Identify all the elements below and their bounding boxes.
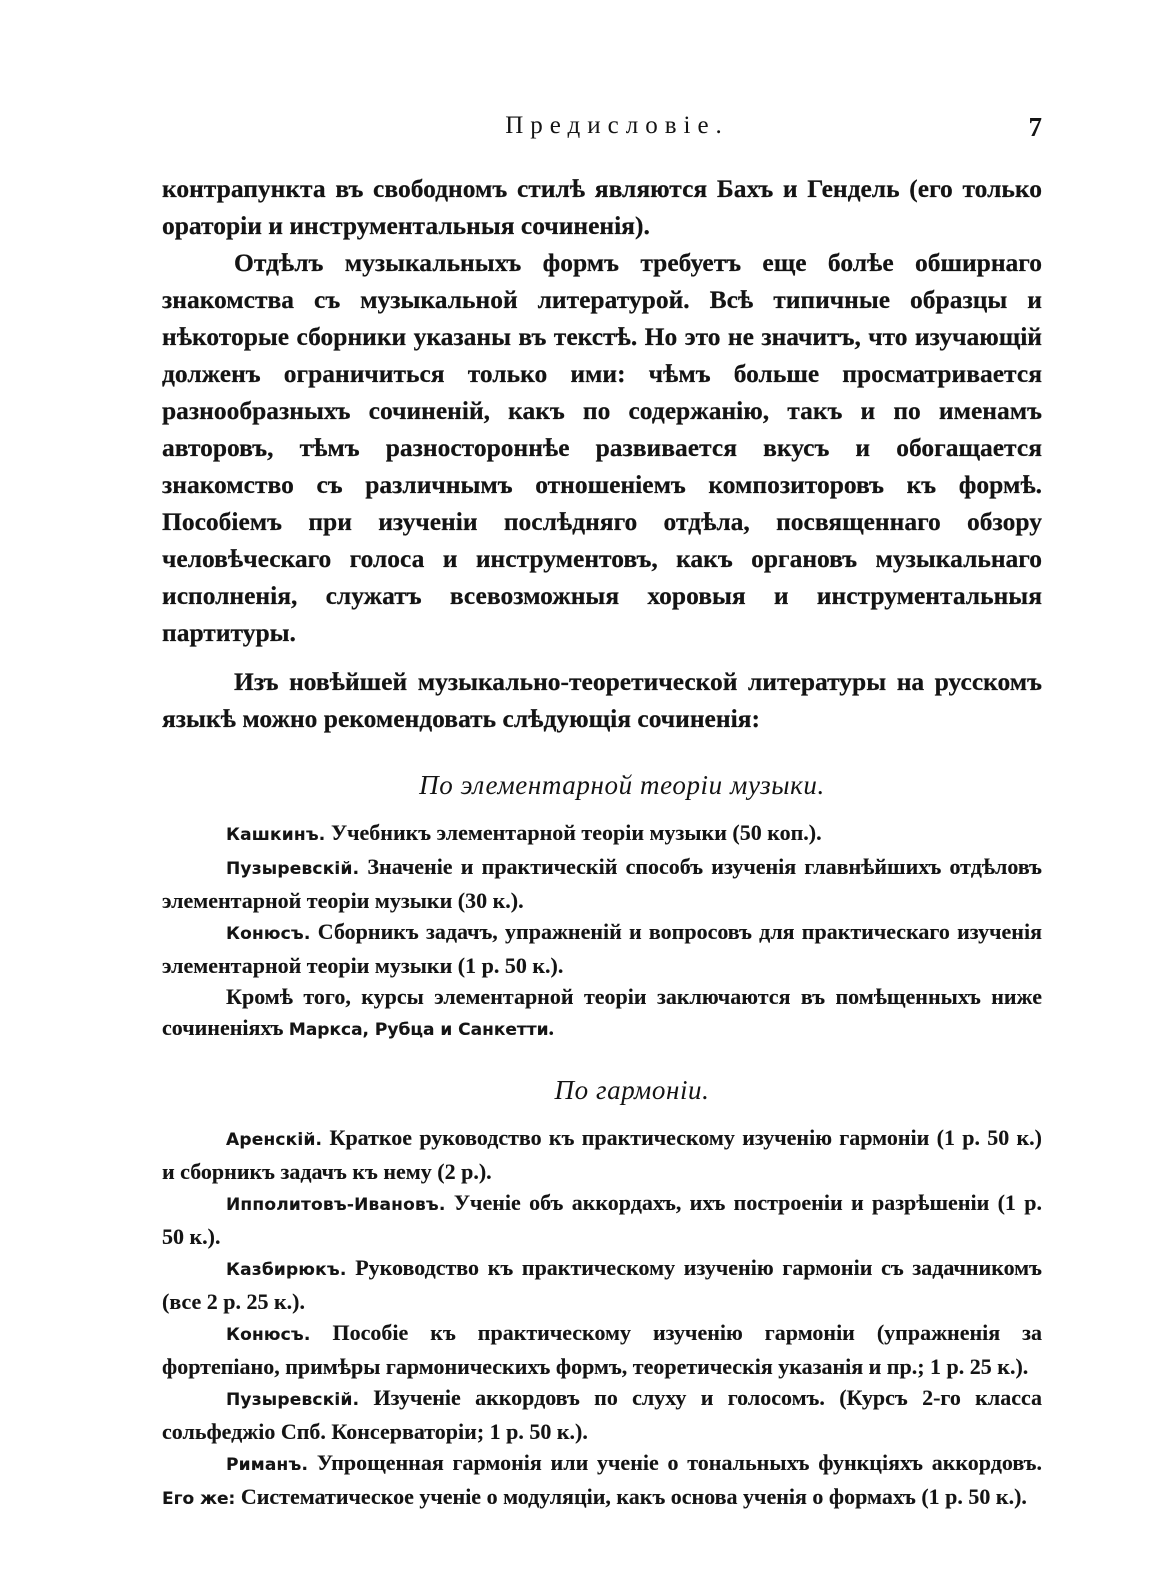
entry-author: Конюсъ. xyxy=(226,924,311,944)
page-number: 7 xyxy=(1028,112,1042,142)
entry-text: Ученіе объ аккордахъ, ихъ построеніи и разрѣшеніи (1 р. 50 к.). xyxy=(162,1190,1042,1249)
bibliography-harmony xyxy=(162,1122,1042,1515)
bibliography-entry xyxy=(162,1382,1042,1447)
entry-author: Аренскій. xyxy=(226,1130,323,1150)
paragraph-musical-forms: Отдѣлъ музыкальныхъ формъ требуетъ еще болѣе обширнаго знакомства съ музыкальной литературой. Всѣ типичные образцы и нѣкоторые сборники указаны въ текстѣ. Но это не значитъ, что изучающій долженъ ограничиться только ими: чѣмъ больше просматривается разнообразныхъ сочиненій, какъ по содержанію, такъ и по именамъ авторовъ, тѣмъ разностороннѣе развивается вкусъ и обогащается знакомство съ различнымъ отношеніемъ композиторовъ къ формѣ. Пособіемъ при изученіи послѣдняго отдѣла, посвященнаго обзору человѣческаго голоса и инструментовъ, какъ органовъ музыкальнаго исполненія, служатъ всевозможныя хоровыя и инструментальныя партитуры. xyxy=(162,248,1042,647)
bibliography-entry xyxy=(162,1317,1042,1382)
section-heading-elementary-theory: По элементарной теоріи музыки. xyxy=(419,770,825,800)
entry-text: Пособіе къ практическому изученію гармоніи (упражненія за фортепіано, примѣры гармоническихъ формъ, теоретическія указанія и пр.; 1 р. 25 к.). xyxy=(162,1320,1042,1379)
entry-author: Казбирюкъ. xyxy=(226,1260,347,1280)
entry-author: Конюсъ. xyxy=(226,1325,311,1345)
note-author-names: Маркса, Рубца и Санкетти xyxy=(288,1020,549,1040)
bibliography-entry xyxy=(162,1122,1042,1187)
bibliography-entry xyxy=(162,851,1042,916)
running-head xyxy=(162,112,1042,146)
entry-author: Пузыревскій. xyxy=(226,859,360,879)
bibliography-entry xyxy=(162,1187,1042,1252)
main-text xyxy=(162,170,1042,737)
running-title: Предисловіе. xyxy=(505,112,729,139)
bibliography-elementary-theory xyxy=(162,817,1042,1046)
entry-text: Значеніе и практическій способъ изученія главнѣйшихъ отдѣловъ элементарной теоріи музыки (30 к.). xyxy=(162,854,1042,913)
paragraph-continuation: контрапункта въ свободномъ стилѣ являются Бахъ и Гендель (его только ораторіи и инструментальныя сочиненія). xyxy=(162,174,1042,240)
entry-author-same: Его же: xyxy=(162,1489,236,1509)
entry-text-continued: Систематическое ученіе о модуляціи, какъ основа ученія о формахъ (1 р. 50 к.). xyxy=(235,1484,1027,1509)
note-text: Кромѣ того, курсы элементарной теоріи заключаются въ помѣщенныхъ ниже сочиненіяхъ xyxy=(162,984,1042,1040)
entry-author: Риманъ. xyxy=(226,1455,309,1475)
section-heading-harmony: По гармоніи. xyxy=(554,1075,710,1105)
entry-text: Руководство къ практическому изученію гармоніи съ задачникомъ (все 2 р. 25 к.). xyxy=(162,1255,1042,1314)
bibliography-entry xyxy=(162,916,1042,981)
entry-text: Краткое руководство къ практическому изученію гармоніи (1 р. 50 к.) и сборникъ задачъ къ нему (2 р.). xyxy=(162,1125,1042,1184)
note-text-end: . xyxy=(548,1015,555,1040)
bibliography-entry xyxy=(162,1252,1042,1317)
entry-text: Сборникъ задачъ, упражненій и вопросовъ для практическаго изученія элементарной теоріи музыки (1 р. 50 к.). xyxy=(162,919,1042,978)
paragraph-literature-intro: Изъ новѣйшей музыкально-теоретической литературы на русскомъ языкѣ можно рекомендовать слѣдующія сочиненія: xyxy=(162,667,1042,733)
entry-text: Упрощенная гармонія или ученіе о тональныхъ функціяхъ аккордовъ. xyxy=(308,1450,1042,1475)
entry-author: Кашкинъ. xyxy=(226,825,326,845)
entry-author: Пузыревскій. xyxy=(226,1390,360,1410)
bibliography-note xyxy=(162,981,1042,1046)
entry-text: Изученіе аккордовъ по слуху и голосомъ. (Курсъ 2-го класса сольфеджіо Спб. Консерваторіи; 1 р. 50 к.). xyxy=(162,1385,1042,1444)
bibliography-entry xyxy=(162,817,1042,851)
entry-text: Учебникъ элементарной теоріи музыки (50 коп.). xyxy=(325,820,822,845)
page-content xyxy=(162,112,1042,1515)
entry-author: Ипполитовъ-Ивановъ. xyxy=(226,1195,446,1215)
bibliography-entry xyxy=(162,1447,1042,1515)
